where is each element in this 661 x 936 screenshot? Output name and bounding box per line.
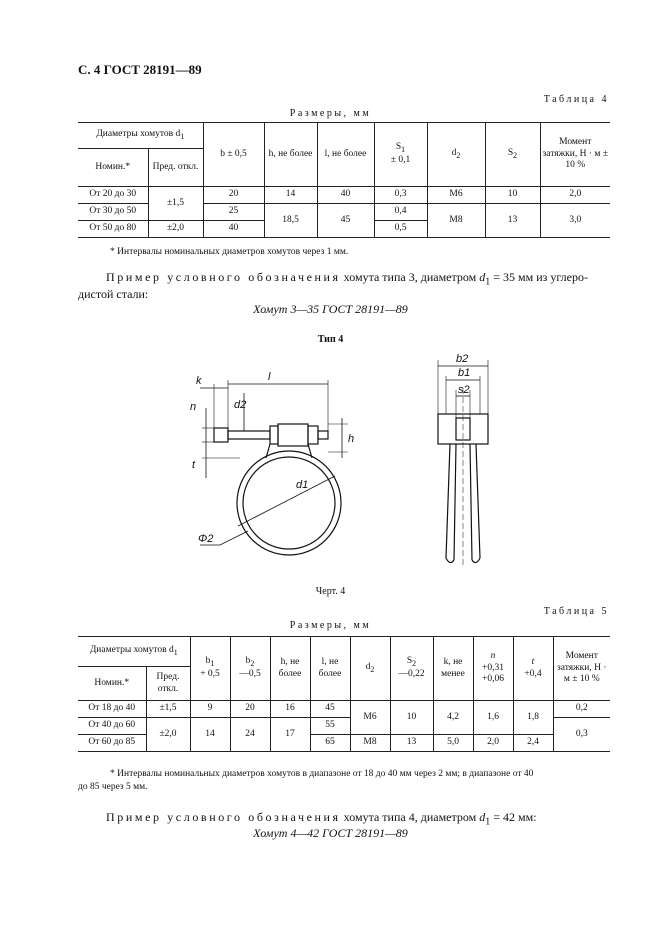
page-header: С. 4 ГОСТ 28191—89 [78, 62, 202, 77]
label-n: n [190, 401, 197, 413]
table-cell: 10 [485, 187, 540, 204]
t5-head-l: l, не более [310, 637, 350, 701]
table-cell: 0,2 [553, 701, 610, 718]
bolt-head [214, 428, 228, 442]
label-phi2: Φ2 [198, 533, 214, 545]
t5-head-d2: $d_2$ [350, 637, 390, 701]
t5-head-b2: $b_2$ —0,5 [230, 637, 270, 701]
t5-head-k: k, не менее [433, 637, 473, 701]
table-cell: 24 [230, 718, 270, 752]
table-cell: 2,0 [540, 187, 610, 204]
table-row-nom: От 30 до 50 [78, 204, 148, 221]
clamp-ring-inner [243, 457, 335, 549]
example3-text-cont: дистой стали: [78, 287, 149, 301]
table-cell: 0,4 [374, 204, 427, 221]
t4-head-b: b ± 0,5 [203, 123, 264, 187]
table-cell: 9 [190, 701, 230, 718]
table-cell: 14 [190, 718, 230, 752]
table-cell: 20 [203, 187, 264, 204]
table-cell: 14 [264, 187, 317, 204]
t4-head-s2: $S_2$ [485, 123, 540, 187]
label-d1: d1 [296, 479, 309, 491]
table-cell: 18,5 [264, 204, 317, 238]
table-cell: 17 [270, 718, 310, 752]
table5 [78, 636, 610, 752]
example4-designation: Хомут 4—42 ГОСТ 28191—89 [253, 826, 408, 840]
label-s2: s2 [458, 384, 470, 396]
table-row-nom: От 40 до 60 [78, 718, 146, 735]
t4-head-d2: $d_2$ [427, 123, 485, 187]
t4-head-dev: Пред. откл. [148, 149, 203, 187]
t5-head-nom: Номин.* [78, 667, 146, 701]
table-cell: 65 [310, 735, 350, 752]
table4 [78, 122, 610, 238]
figure-type-label: Тип 4 [317, 334, 344, 345]
t5-head-h: h, не более [270, 637, 310, 701]
table5-number: Таблица 5 [543, 606, 609, 617]
table-cell: 45 [310, 701, 350, 718]
table-cell: М8 [350, 735, 390, 752]
table-row-nom: От 50 до 80 [78, 221, 148, 238]
t4-head-s1: $S_1$ ± 0,1 [374, 123, 427, 187]
t4-head-l: l, не более [317, 123, 374, 187]
t4-head-h: h, не более [264, 123, 317, 187]
example3-designation: Хомут 3—35 ГОСТ 28191—89 [253, 302, 408, 316]
table-cell: 25 [203, 204, 264, 221]
example4-text: Пример условного обозначения хомута типа 4, диаметром $d_1 = 42$ мм: [106, 810, 537, 828]
label-l: l [268, 371, 271, 383]
table-cell: М6 [427, 187, 485, 204]
table-cell: 4,2 [433, 701, 473, 735]
t4-head-nom: Номин.* [78, 149, 148, 187]
table5-caption: Размеры, мм [289, 620, 372, 631]
label-b2: b2 [456, 353, 469, 365]
label-k: k [196, 375, 202, 387]
label-h: h [348, 433, 355, 445]
label-b1: b1 [458, 367, 471, 379]
table-cell: 40 [203, 221, 264, 238]
t5-head-moment: Момент затяжки, Н · м ± 10 % [553, 637, 610, 701]
table-row-nom: От 20 до 30 [78, 187, 148, 204]
t5-head-diam: Диаметры хомутов $d_1$ [78, 637, 190, 667]
table-cell: 13 [485, 204, 540, 238]
table-row-nom: От 18 до 40 [78, 701, 146, 718]
clamp-drawing [180, 348, 520, 580]
table-cell: 1,6 [473, 701, 513, 735]
example3-text: Пример условного обозначения хомута типа 3, диаметром $d_1 = 35$ мм из углеро- [106, 270, 588, 288]
table-cell: 13 [390, 735, 433, 752]
clamp-ring-outer [237, 451, 341, 555]
table-cell: 2,0 [473, 735, 513, 752]
table4-note: * Интервалы номинальных диаметров хомутов через 1 мм. [110, 247, 349, 257]
table-cell: 20 [230, 701, 270, 718]
table-cell: 3,0 [540, 204, 610, 238]
table-cell: 0,5 [374, 221, 427, 238]
table-cell: 5,0 [433, 735, 473, 752]
table5-note-line2: до 85 через 5 мм. [78, 782, 148, 792]
table-row-nom: От 60 до 85 [78, 735, 146, 752]
table-cell: 16 [270, 701, 310, 718]
table5-note-line1: * Интервалы номинальных диаметров хомутов в диапазоне от 18 до 40 мм через 2 мм; в диапазоне от 40 [110, 769, 534, 779]
table-cell: 2,4 [513, 735, 553, 752]
t4-dev-b: ±2,0 [148, 221, 203, 238]
table-cell: 1,8 [513, 701, 553, 735]
table-cell: 45 [317, 204, 374, 238]
table-cell: ±2,0 [146, 718, 190, 752]
table-cell: ±1,5 [146, 701, 190, 718]
table4-caption: Размеры, мм [289, 108, 372, 119]
table-cell: 0,3 [553, 718, 610, 752]
table4-number: Таблица 4 [543, 94, 609, 105]
t5-head-dev: Пред. откл. [146, 667, 190, 701]
table-cell: 10 [390, 701, 433, 735]
t4-dev-a: ±1,5 [148, 187, 203, 221]
table-cell: М8 [427, 204, 485, 238]
figure-caption: Черт. 4 [315, 586, 346, 597]
table-cell: М6 [350, 701, 390, 735]
t5-head-b1: $b_1$ + 0,5 [190, 637, 230, 701]
table-cell: 0,3 [374, 187, 427, 204]
t5-head-t: t +0,4 [513, 637, 553, 701]
table-cell: 40 [317, 187, 374, 204]
table-cell: 55 [310, 718, 350, 735]
t5-head-n: n +0,31 +0,06 [473, 637, 513, 701]
t4-head-moment: Момент затяжки, Н · м ± 10 % [540, 123, 610, 187]
t4-head-diam: Диаметры хомутов $d_1$ [78, 123, 203, 149]
t5-head-s2: $S_2$ —0,22 [390, 637, 433, 701]
label-d2: d2 [234, 399, 247, 411]
label-t: t [192, 459, 196, 471]
